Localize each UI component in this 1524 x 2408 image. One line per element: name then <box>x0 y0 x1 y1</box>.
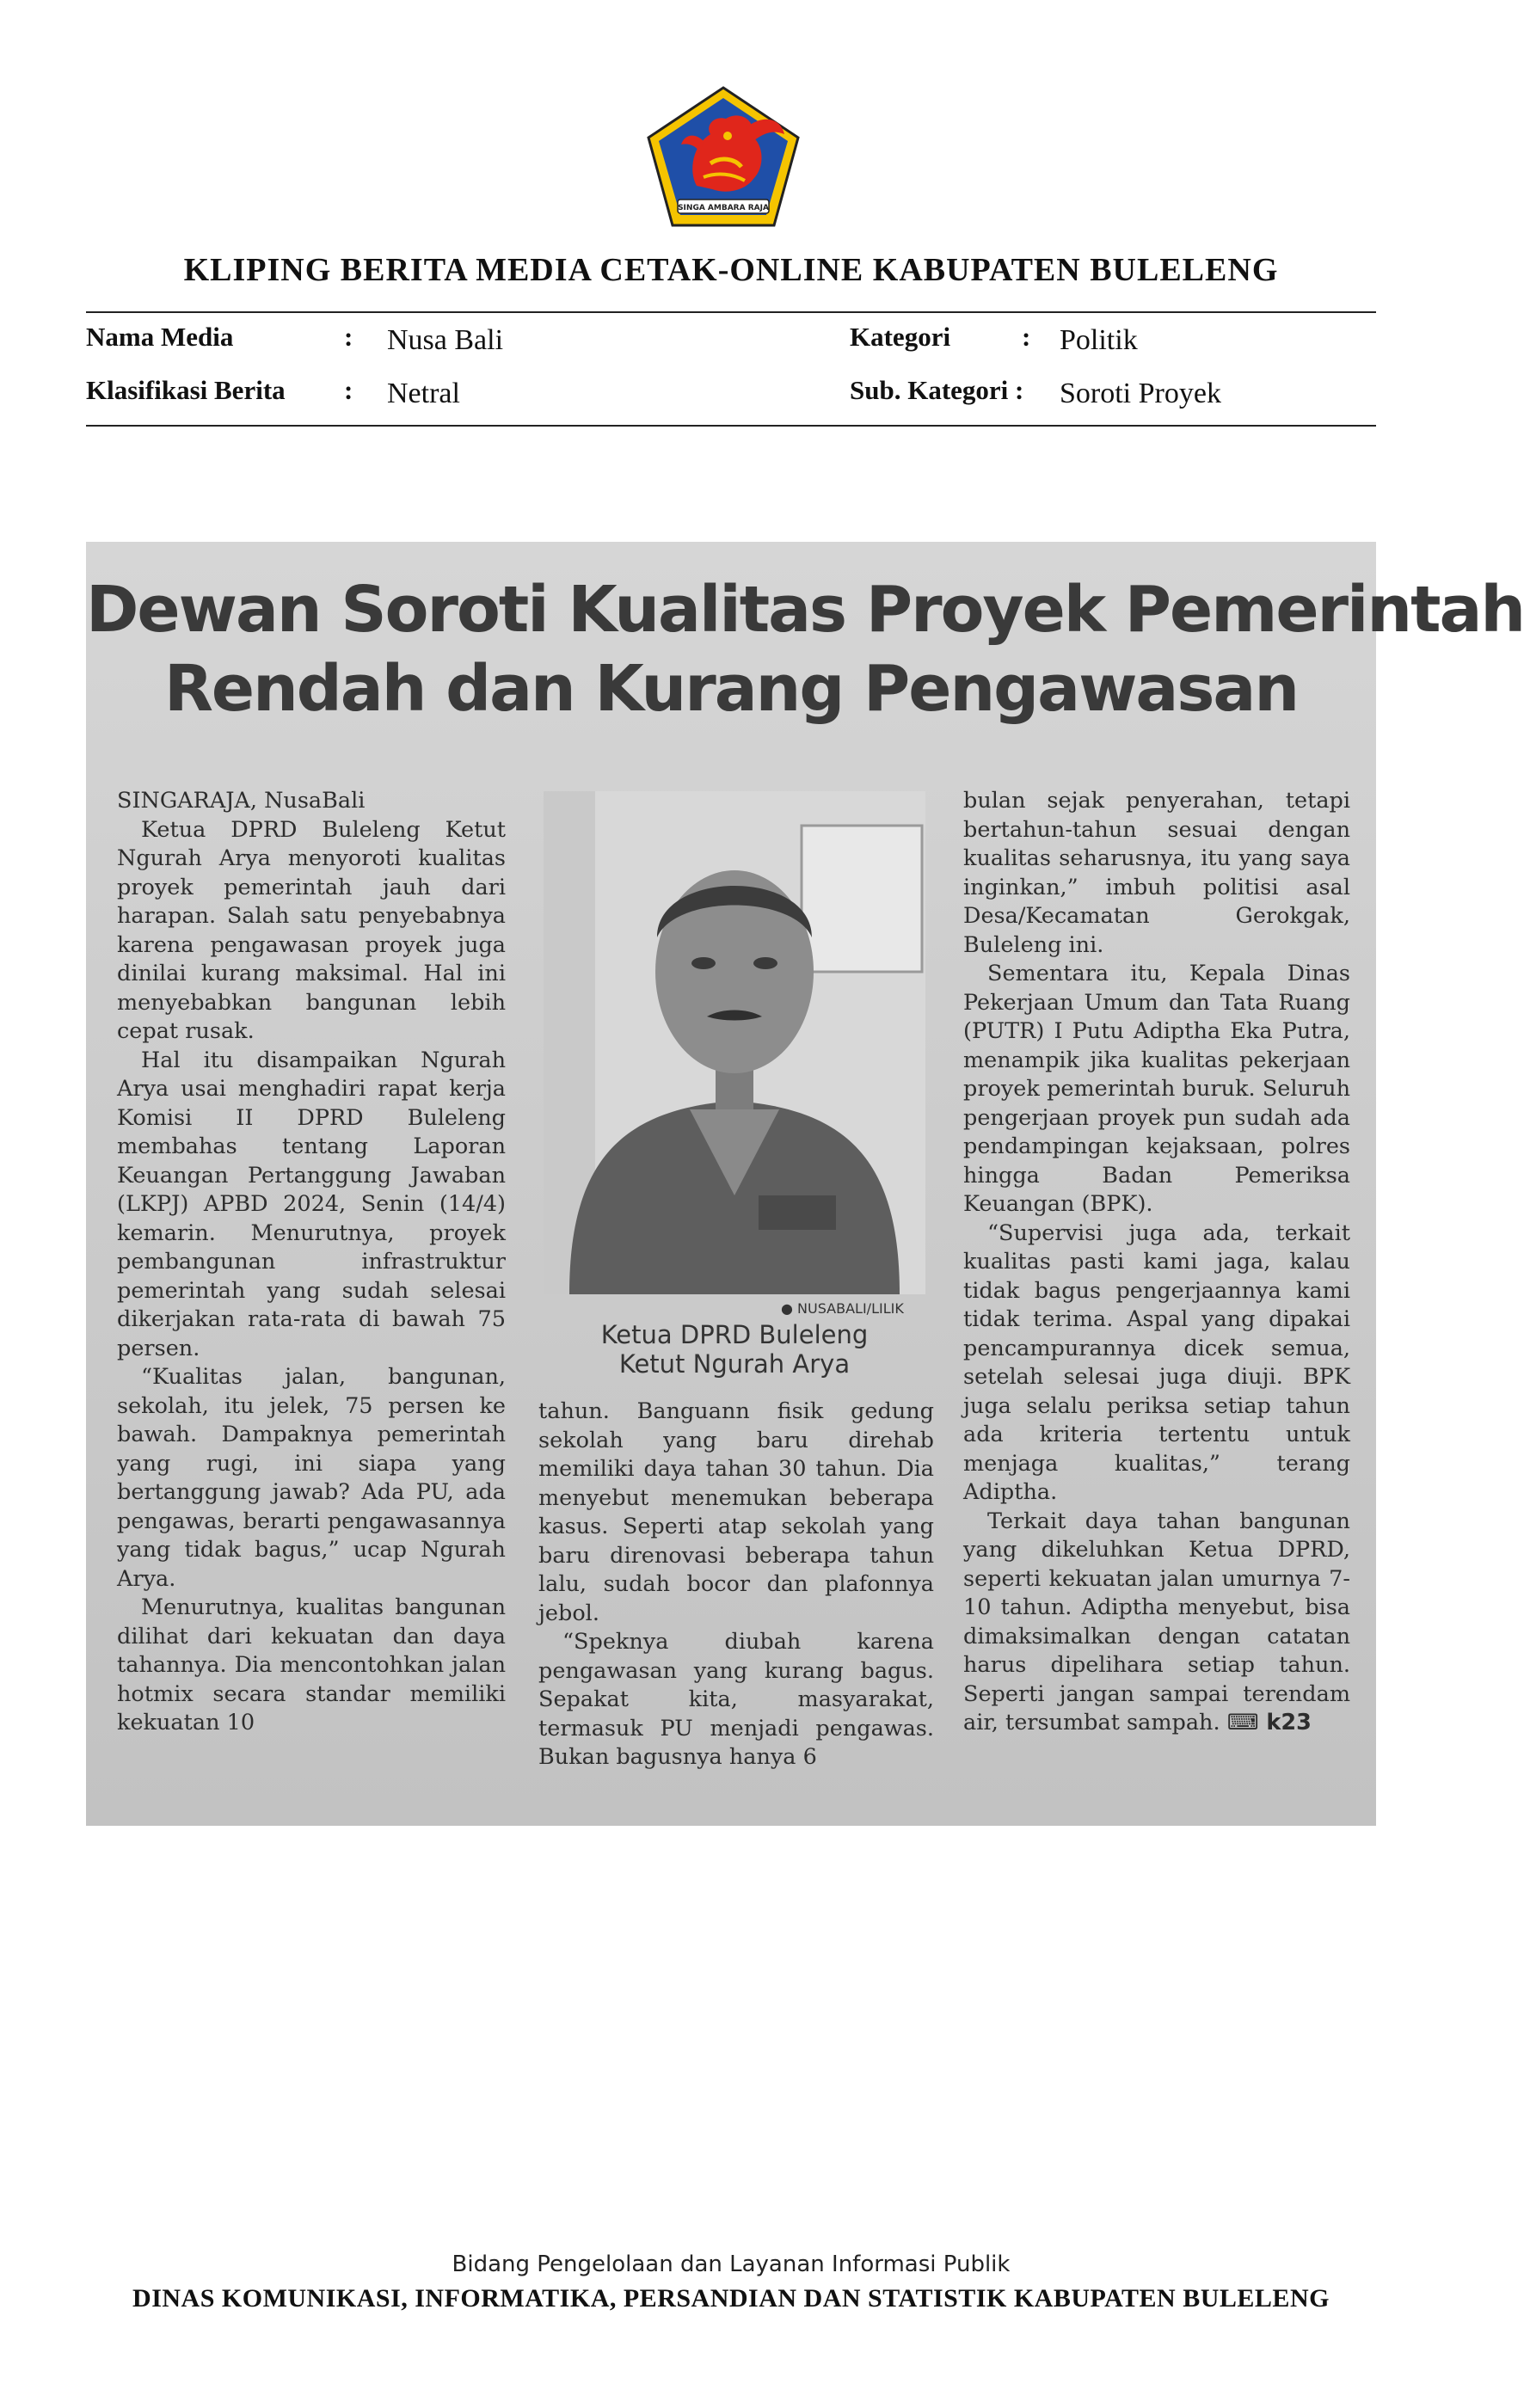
paragraph: Hal itu disampaikan Ngurah Arya usai menghadiri rapat kerja Komisi II DPRD Buleleng membahas tentang Laporan Keuangan Pertanggung Jawaban (LKPJ) APBD 2024, Senin (14/4) kemarin. Menurutnya, proyek pembangunan infrastruktur pemerintah yang sudah selesai dikerjakan rata-rata di bawah 75 persen. <box>117 1047 506 1361</box>
footer-agency: DINAS KOMUNIKASI, INFORMATIKA, PERSANDIAN DAN STATISTIK KABUPATEN BULELENG <box>132 2284 1330 2313</box>
divider-top <box>86 311 1376 313</box>
headline-line-1: Dewan Soroti Kualitas Proyek Pemerintah <box>86 573 1524 647</box>
buleleng-emblem-logo <box>643 84 803 230</box>
klasifikasi-value: Netral <box>387 378 460 409</box>
kategori-colon: : <box>1022 322 1031 352</box>
logo-motto: SINGA AMBARA RAJA <box>678 204 769 212</box>
paragraph: tahun. Banguann fisik gedung sekolah yang baru direhab memiliki daya tahan 30 tahun. Dia menyebut menemukan beberapa kasus. Seperti atap sekolah yang baru direnovasi beberapa tahun lalu, sudah bocor dan plafonnya jebol. <box>538 1398 934 1626</box>
paragraph: “Supervisi juga ada, terkait kualitas pasti kami jaga, kalau tidak bagus pengerjaannya kami tidak terima. Aspal yang dipakai pencampurannya dicek semua, setelah selesai juga diuji. BPK juga selalu periksa setiap tahun ada kriteria tertentu untuk menjaga kualitas,” terang Adiptha. <box>963 1219 1350 1505</box>
end-mark: ⌨ k23 <box>1226 1710 1312 1735</box>
article-column-3 <box>963 787 1350 1738</box>
article-column-1 <box>117 787 506 1738</box>
footer-division: Bidang Pengelolaan dan Layanan Informasi Publik <box>452 2251 1011 2277</box>
article-column-2 <box>538 1398 934 1772</box>
klasifikasi-label: Klasifikasi Berita <box>86 375 286 405</box>
photo-caption <box>544 1320 925 1379</box>
nama-media-colon: : <box>344 322 353 352</box>
kategori-label: Kategori <box>850 322 951 352</box>
emblem-icon <box>643 84 803 230</box>
caption-line-2: Ketut Ngurah Arya <box>618 1349 851 1379</box>
photo-credit: ● NUSABALI/LILIK <box>781 1300 904 1317</box>
nama-media-label: Nama Media <box>86 322 234 352</box>
divider-bottom <box>86 425 1376 427</box>
paragraph-last <box>963 1508 1350 1738</box>
paragraph-text: Terkait daya tahan bangunan yang dikeluhkan Ketua DPRD, seperti kekuatan jalan umurnya 7-10 tahun. Adiptha menyebut, bisa dimaksimalkan dengan catatan harus dipelihara setiap tahun. Seperti jangan sampai terendam air, tersumbat sampah. <box>963 1508 1350 1735</box>
portrait-photo-icon <box>544 791 925 1294</box>
page-title: KLIPING BERITA MEDIA CETAK-ONLINE KABUPATEN BULELENG <box>183 252 1279 288</box>
paragraph: “Speknya diubah karena pengawasan yang kurang bagus. Sepakat kita, masyarakat, termasuk PU menjadi pengawas. Bukan bagusnya hanya 6 <box>538 1629 934 1770</box>
klasifikasi-colon: : <box>344 375 353 405</box>
paragraph: Ketua DPRD Buleleng Ketut Ngurah Arya menyoroti kualitas proyek pemerintah jauh dari harapan. Salah satu penyebabnya karena pengawasan proyek juga dinilai kurang maksimal. Hal ini menyebabkan bangunan lebih cepat rusak. <box>117 816 506 1044</box>
sub-kategori-value: Soroti Proyek <box>1060 378 1221 409</box>
author-code: k23 <box>1266 1710 1312 1735</box>
sub-kategori-label: Sub. Kategori : <box>850 375 1024 405</box>
article-photo <box>544 791 925 1294</box>
news-clipping <box>86 542 1524 1826</box>
nama-media-value: Nusa Bali <box>387 324 504 356</box>
paragraph: “Kualitas jalan, bangunan, sekolah, itu jelek, 75 persen ke bawah. Dampaknya pemerintah yang rugi, ini siapa yang bertanggung jawab? Ada PU, ada pengawas, berarti pengawasannya yang tidak bagus,” ucap Ngurah Arya. <box>117 1364 506 1592</box>
paragraph: Sementara itu, Kepala Dinas Pekerjaan Umum dan Tata Ruang (PUTR) I Putu Adiptha Eka Putra, menampik jika kualitas pekerjaan proyek pemerintah buruk. Seluruh pengerjaan proyek pun sudah ada pendampingan kejaksaan, polres hingga Badan Pemeriksa Keuangan (BPK). <box>963 961 1350 1217</box>
paragraph: bulan sejak penyerahan, tetapi bertahun-tahun sesuai dengan kualitas seharusnya, itu yang saya inginkan,” imbuh politisi asal Desa/Kecamatan Gerokgak, Buleleng ini. <box>963 788 1350 958</box>
dateline: SINGARAJA, NusaBali <box>117 788 366 814</box>
paragraph: Menurutnya, kualitas bangunan dilihat dari kekuatan dan daya tahannya. Dia mencontohkan jalan hotmix secara standar memiliki kekuatan 10 <box>117 1594 506 1735</box>
kategori-value: Politik <box>1060 324 1138 356</box>
caption-line-1: Ketua DPRD Buleleng <box>600 1320 869 1349</box>
headline-line-2: Rendah dan Kurang Pengawasan <box>163 652 1299 726</box>
